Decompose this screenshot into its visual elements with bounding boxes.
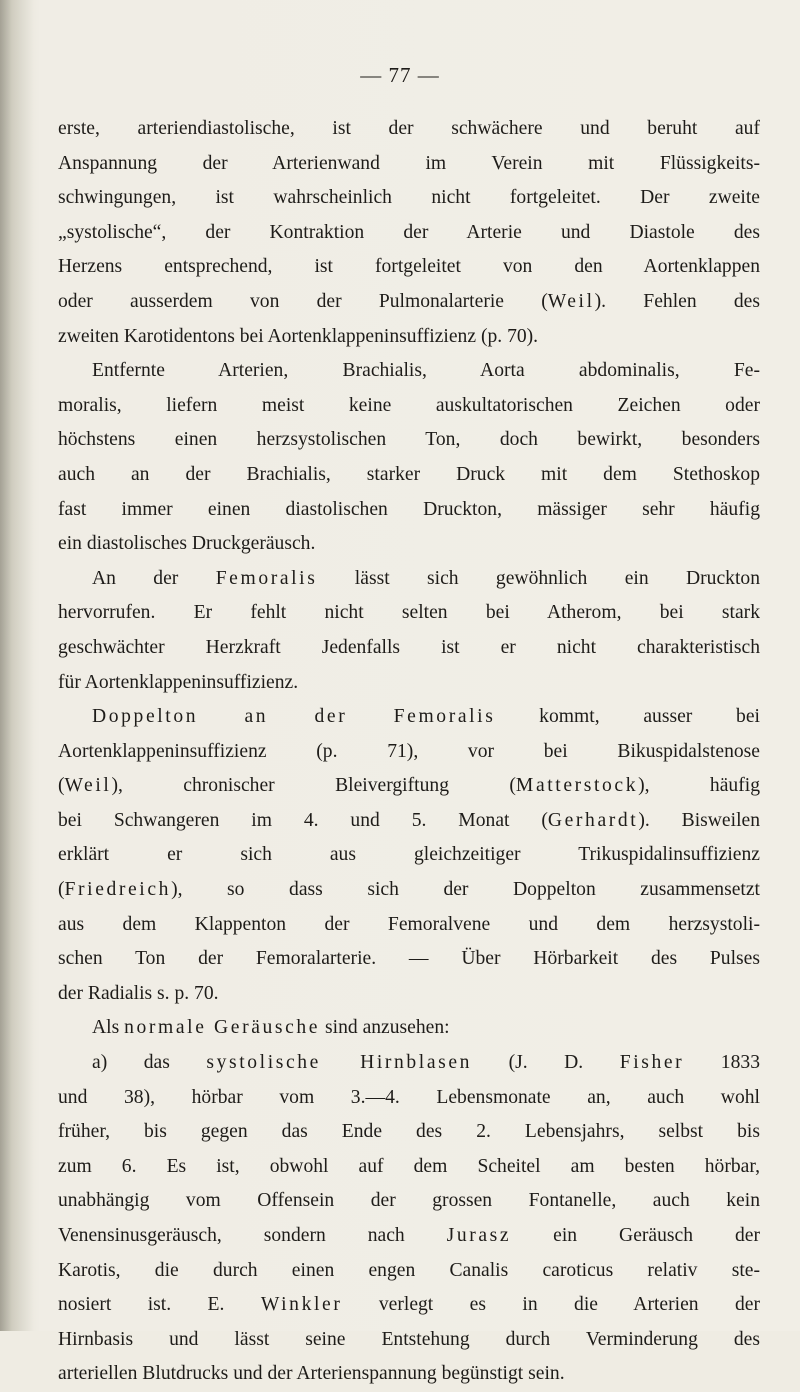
text-segment: aus dem Klappenton der Femoralvene und dem herzsystoli- xyxy=(58,913,760,935)
text-segment: Venensinusgeräusch, sondern nach xyxy=(58,1225,447,1246)
text-line xyxy=(58,1081,760,1116)
text-line xyxy=(58,873,760,908)
spine-shadow xyxy=(0,0,34,1331)
text-segment: Als xyxy=(92,1017,125,1039)
text-segment: Karotis, die durch einen engen Canalis caroticus relativ ste- xyxy=(58,1259,760,1281)
text-segment: kommt, ausser bei xyxy=(495,706,760,728)
text-segment: zum 6. Es ist, obwohl auf dem Scheitel am besten hörbar, xyxy=(58,1155,760,1177)
text-segment: fast immer einen diastolischen Druckton, mässiger sehr häufig xyxy=(58,498,760,520)
text-line xyxy=(58,1184,760,1219)
text-line xyxy=(58,320,760,355)
text-segment: Entfernte Arterien, Brachialis, Aorta abdominalis, Fe- xyxy=(92,360,760,382)
page-number: — 77 — xyxy=(360,63,440,87)
text-line xyxy=(58,458,760,493)
text-line xyxy=(58,596,760,631)
spaced-name: Weil xyxy=(547,290,595,312)
spaced-name: Jurasz xyxy=(446,1225,512,1246)
text-segment: Anspannung der Arterienwand im Verein mit Flüssigkeits- xyxy=(58,152,760,174)
text-line xyxy=(58,493,760,528)
text-segment: moralis, liefern meist keine auskultatorischen Zeichen oder xyxy=(58,394,760,416)
text-segment: 1833 xyxy=(684,1052,760,1074)
text-segment: a) das xyxy=(92,1052,207,1074)
text-line xyxy=(58,1254,760,1289)
text-line xyxy=(58,977,760,1012)
text-segment: oder ausserdem von der Pulmonalarterie ( xyxy=(58,290,548,312)
spaced-name: Femoralis xyxy=(215,567,318,589)
text-segment: ), so dass sich der Doppelton zusammensetzt xyxy=(171,879,760,901)
text-line xyxy=(58,1288,760,1323)
text-segment: ), häufig xyxy=(638,775,760,797)
text-segment: ). Bisweilen xyxy=(638,809,760,831)
text-segment: ), chronischer Bleivergiftung ( xyxy=(111,775,516,797)
text-segment: geschwächter Herzkraft Jedenfalls ist er nicht charakteristisch xyxy=(58,636,760,658)
text-segment: An der xyxy=(92,567,216,589)
text-segment: ( xyxy=(58,879,65,901)
text-line xyxy=(58,285,760,320)
text-line xyxy=(58,1219,760,1254)
text-line xyxy=(58,354,760,389)
spaced-name: systolische Hirnblasen xyxy=(206,1052,473,1074)
text-segment: unabhängig vom Offensein der grossen Fontanelle, auch kein xyxy=(58,1190,760,1212)
body-text xyxy=(58,112,760,1392)
text-line xyxy=(58,562,760,597)
text-segment: schwingungen, ist wahrscheinlich nicht fortgeleitet. Der zweite xyxy=(58,187,760,209)
text-segment: „systolische“, der Kontraktion der Arterie und Diastole des xyxy=(58,221,760,243)
text-segment: verlegt es in die Arterien der xyxy=(342,1294,760,1316)
text-segment: ( xyxy=(58,775,65,797)
text-segment: ). Fehlen des xyxy=(594,290,760,312)
text-line xyxy=(58,112,760,147)
text-line xyxy=(58,1046,760,1081)
text-segment: höchstens einen herzsystolischen Ton, doch bewirkt, besonders xyxy=(58,429,760,451)
text-line xyxy=(58,423,760,458)
text-line xyxy=(58,1150,760,1185)
text-segment: bei Schwangeren im 4. und 5. Monat ( xyxy=(58,809,548,831)
text-segment: für Aortenklappeninsuffizienz. xyxy=(58,671,299,693)
spaced-name: Weil xyxy=(64,775,112,797)
text-line xyxy=(58,942,760,977)
text-segment: ein Geräusch der xyxy=(511,1225,760,1246)
spaced-name: Fisher xyxy=(619,1052,685,1074)
spaced-name: Gerhardt xyxy=(547,809,639,831)
text-line xyxy=(58,250,760,285)
text-segment: Hirnbasis und lässt seine Entstehung durch Verminderung des xyxy=(58,1328,760,1350)
text-segment: ein diastolisches Druckgeräusch. xyxy=(58,533,316,555)
text-segment: und 38), hörbar vom 3.—4. Lebensmonate an, auch wohl xyxy=(58,1086,760,1108)
text-line xyxy=(58,527,760,562)
text-line xyxy=(58,838,760,873)
spaced-name: Doppelton an der Femoralis xyxy=(92,706,496,728)
text-segment: der Radialis s. p. 70. xyxy=(58,982,219,1004)
text-segment: lässt sich gewöhnlich ein Druckton xyxy=(317,567,760,589)
text-line xyxy=(58,804,760,839)
text-line xyxy=(58,1357,760,1392)
text-line xyxy=(58,735,760,770)
text-segment: auch an der Brachialis, starker Druck mit dem Stethoskop xyxy=(58,463,760,485)
text-line xyxy=(58,1115,760,1150)
spaced-name: normale Geräusche xyxy=(124,1017,321,1039)
text-line xyxy=(58,1011,760,1046)
text-segment: zweiten Karotidentons bei Aortenklappeninsuffizienz (p. 70). xyxy=(58,325,539,347)
text-segment: hervorrufen. Er fehlt nicht selten bei Atherom, bei stark xyxy=(58,602,760,624)
spaced-name: Matterstock xyxy=(515,775,639,797)
text-line xyxy=(58,769,760,804)
text-segment: schen Ton der Femoralarterie. — Über Hörbarkeit des Pulses xyxy=(58,948,760,970)
text-segment: erklärt er sich aus gleichzeitiger Trikuspidalinsuffizienz xyxy=(58,844,760,866)
text-segment: nosiert ist. E. xyxy=(58,1294,261,1316)
text-line xyxy=(58,147,760,182)
text-segment: (J. D. xyxy=(472,1052,620,1074)
text-line xyxy=(58,666,760,701)
text-line xyxy=(58,908,760,943)
text-line xyxy=(58,389,760,424)
text-line xyxy=(58,631,760,666)
text-line xyxy=(58,216,760,251)
text-segment: arteriellen Blutdrucks und der Arterienspannung begünstigt sein. xyxy=(58,1363,565,1385)
text-segment: erste, arteriendiastolische, ist der schwächere und beruht auf xyxy=(58,118,760,139)
text-line xyxy=(58,700,760,735)
spaced-name: Friedreich xyxy=(64,879,172,901)
text-line xyxy=(58,181,760,216)
text-segment: Herzens entsprechend, ist fortgeleitet von den Aortenklappen xyxy=(58,256,760,278)
text-segment: Aortenklappeninsuffizienz (p. 71), vor bei Bikuspidalstenose xyxy=(58,740,760,762)
text-segment: früher, bis gegen das Ende des 2. Lebensjahrs, selbst bis xyxy=(58,1121,760,1143)
spaced-name: Winkler xyxy=(260,1294,343,1316)
text-line xyxy=(58,1323,760,1358)
text-segment: sind anzusehen: xyxy=(320,1017,450,1039)
